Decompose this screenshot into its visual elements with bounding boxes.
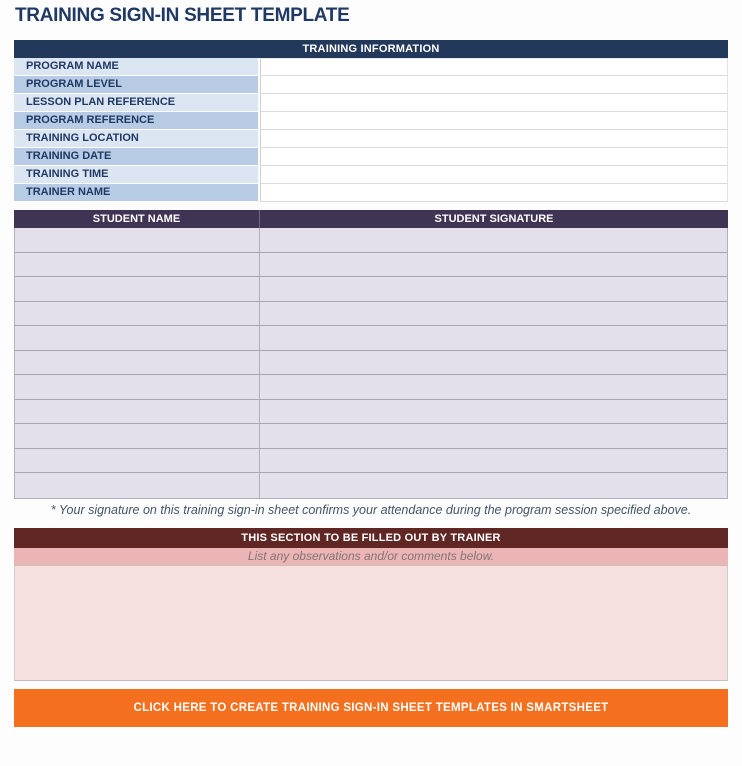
field-value-cell[interactable] [260,130,728,148]
signature-confirmation-note: * Your signature on this training sign-in sheet confirms your attendance during the program session specified above. [50,502,692,517]
student-signature-cell[interactable] [260,473,727,498]
training-info-row [14,94,728,112]
student-signature-cell[interactable] [260,277,727,301]
document-content [14,40,728,727]
trainer-section-header: THIS SECTION TO BE FILLED OUT BY TRAINER [14,528,728,548]
page-title: TRAINING SIGN-IN SHEET TEMPLATE [15,5,350,26]
field-value-cell[interactable] [260,112,728,130]
student-signature-cell[interactable] [260,253,727,277]
training-info-row [14,130,728,148]
student-name-cell[interactable] [15,326,260,350]
field-label: TRAINER NAME [14,184,260,202]
student-row [15,375,727,400]
trainer-section [14,528,728,681]
student-signature-cell[interactable] [260,228,727,252]
student-name-cell[interactable] [15,400,260,424]
column-header-student-signature: STUDENT SIGNATURE [434,213,554,225]
column-header-student-name: STUDENT NAME [14,210,260,228]
student-row [15,326,727,351]
student-signature-cell[interactable] [260,424,727,448]
student-name-cell[interactable] [15,302,260,326]
field-value-cell[interactable] [260,94,728,112]
student-row [15,253,727,278]
field-label: LESSON PLAN REFERENCE [14,94,260,112]
field-value-cell[interactable] [260,166,728,184]
trainer-comments-area[interactable] [14,566,728,681]
training-info-row [14,148,728,166]
field-value-cell[interactable] [260,76,728,94]
training-info-row [14,58,728,76]
student-signature-cell[interactable] [260,375,727,399]
student-signature-cell[interactable] [260,400,727,424]
student-name-cell[interactable] [15,424,260,448]
student-row [15,424,727,449]
training-info-table [14,40,728,202]
student-row [15,449,727,474]
field-label: TRAINING LOCATION [14,130,260,148]
field-label: PROGRAM NAME [14,58,260,76]
student-signature-cell[interactable] [260,302,727,326]
student-row [15,473,727,498]
student-table-body [14,228,728,499]
training-info-header: TRAINING INFORMATION [14,40,728,58]
field-value-cell[interactable] [260,58,728,76]
student-table [14,210,728,499]
field-value-cell[interactable] [260,184,728,202]
training-info-row [14,184,728,202]
student-name-cell[interactable] [15,351,260,375]
student-signature-cell[interactable] [260,351,727,375]
student-row [15,277,727,302]
training-info-rows [14,58,728,202]
field-label: PROGRAM LEVEL [14,76,260,94]
field-label: PROGRAM REFERENCE [14,112,260,130]
student-signature-cell[interactable] [260,449,727,473]
student-row [15,302,727,327]
trainer-section-instructions: List any observations and/or comments below. [14,548,728,566]
student-name-cell[interactable] [15,277,260,301]
student-name-cell[interactable] [15,228,260,252]
field-label: TRAINING DATE [14,148,260,166]
student-name-cell[interactable] [15,449,260,473]
student-table-header [14,210,728,228]
training-info-row [14,166,728,184]
training-info-row [14,112,728,130]
student-name-cell[interactable] [15,253,260,277]
student-name-cell[interactable] [15,473,260,498]
student-row [15,228,727,253]
student-signature-cell[interactable] [260,326,727,350]
student-row [15,400,727,425]
student-name-cell[interactable] [15,375,260,399]
training-info-row [14,76,728,94]
smartsheet-cta-banner[interactable]: CLICK HERE TO CREATE TRAINING SIGN-IN SHEET TEMPLATES IN SMARTSHEET [14,689,728,727]
field-value-cell[interactable] [260,148,728,166]
field-label: TRAINING TIME [14,166,260,184]
student-row [15,351,727,376]
